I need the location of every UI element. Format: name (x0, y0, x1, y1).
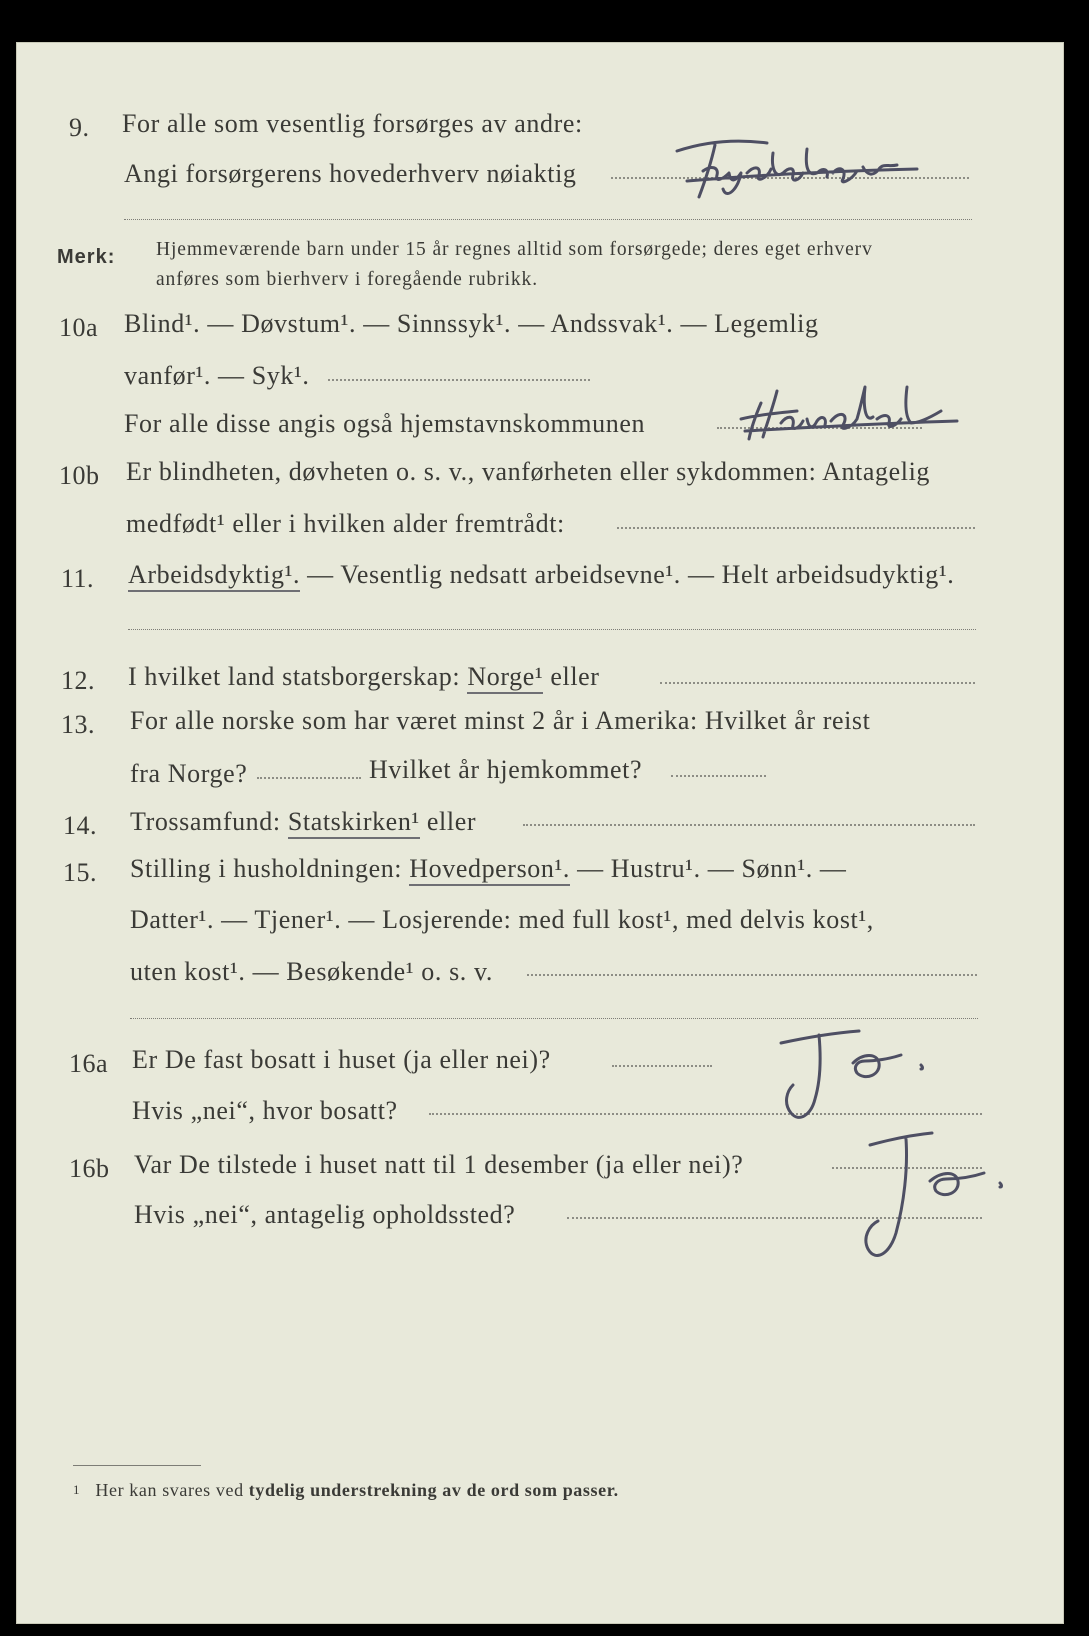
q16b-line1: Var De tilstede i huset natt til 1 desember (ja eller nei)? (134, 1150, 744, 1179)
q15-rest1: — Hustru¹. — Sønn¹. — (577, 854, 847, 883)
q10b-number: 10b (59, 461, 100, 490)
q11-option-arbeidsdyktig[interactable]: Arbeidsdyktig¹. (128, 560, 300, 592)
q14-text: Trossamfund: (130, 807, 281, 836)
q9-handwritten-answer (667, 129, 937, 209)
footnote-text-c: av de ord som passer. (442, 1480, 619, 1500)
q9-number: 9. (69, 113, 90, 142)
q10a-syk-line (328, 379, 590, 381)
q9-extra-line (124, 219, 972, 220)
q16b-number: 16b (69, 1154, 110, 1183)
q12-number: 12. (61, 666, 95, 695)
q16a-answer-line (612, 1065, 712, 1067)
q11-line (128, 560, 954, 590)
q16a-handwritten-answer (769, 1023, 939, 1133)
q15-extra-line (130, 1018, 978, 1019)
q10a-handwritten-answer (737, 373, 967, 453)
footnote-text-b: tydelig understrekning (248, 1480, 438, 1500)
q15-number: 15. (63, 858, 97, 887)
q12-line (128, 662, 600, 692)
merk-line1: Hjemmeværende barn under 15 år regnes alltid som forsørgede; deres eget erhverv (156, 239, 873, 260)
q10a-line3: For alle disse angis også hjemstavnskommunen (124, 409, 646, 438)
q11-number: 11. (61, 564, 95, 593)
q15-line3: uten kost¹. — Besøkende¹ o. s. v. (130, 957, 494, 986)
q14-answer-line (523, 824, 975, 826)
footnote-rule (73, 1465, 201, 1466)
q13-hjemkommet-line (671, 775, 766, 777)
q15-option-hovedperson[interactable]: Hovedperson¹. (409, 854, 570, 886)
q10b-line2: medfødt¹ eller i hvilken alder fremtrådt: (126, 509, 565, 538)
q13-number: 13. (61, 710, 95, 739)
q14-line (130, 807, 476, 837)
q10a-line2: vanfør¹. — Syk¹. (124, 361, 310, 390)
q9-line2: Angi forsørgerens hovederhverv nøiaktig (124, 159, 577, 188)
q16a-line2: Hvis „nei“, hvor bosatt? (132, 1096, 398, 1125)
merk-label: Merk: (57, 246, 116, 268)
q16a-line1: Er De fast bosatt i huset (ja eller nei)? (132, 1045, 551, 1074)
q13-line1: For alle norske som har været minst 2 år i Amerika: Hvilket år reist (130, 706, 871, 735)
q9-line1: For alle som vesentlig forsørges av andre: (122, 109, 583, 138)
q14-number: 14. (63, 811, 97, 840)
q10a-line1: Blind¹. — Døvstum¹. — Sinnssyk¹. — Andssvak¹. — Legemlig (124, 309, 819, 338)
q15-line1 (130, 854, 847, 884)
q14-rest: eller (426, 807, 477, 836)
footnote (73, 1480, 619, 1501)
q15-text: Stilling i husholdningen: (130, 854, 403, 883)
q12-answer-line (660, 682, 975, 684)
q16b-line2: Hvis „nei“, antagelig opholdssted? (134, 1200, 516, 1229)
q12-option-norge[interactable]: Norge¹ (467, 662, 543, 694)
q16a-number: 16a (69, 1049, 109, 1078)
q16b-handwritten-answer (852, 1123, 1012, 1273)
q15-line2: Datter¹. — Tjener¹. — Losjerende: med full kost¹, med delvis kost¹, (130, 905, 874, 934)
footnote-text-a: Her kan svares ved (95, 1480, 244, 1500)
q10a-number: 10a (59, 313, 99, 342)
q14-option-statskirken[interactable]: Statskirken¹ (288, 807, 420, 839)
q12-text: I hvilket land statsborgerskap: (128, 662, 461, 691)
q13-line2b: Hvilket år hjemkommet? (369, 755, 643, 784)
q11-rest: — Vesentlig nedsatt arbeidsevne¹. — Helt arbeidsudyktig¹. (307, 560, 955, 589)
footnote-marker: 1 (73, 1482, 81, 1497)
q11-extra-line (128, 629, 976, 630)
census-form-page (16, 42, 1064, 1624)
q10b-line1: Er blindheten, døvheten o. s. v., vanførheten eller sykdommen: Antagelig (126, 457, 930, 486)
q15-answer-line (527, 974, 977, 976)
q12-rest: eller (550, 662, 600, 691)
merk-line2: anføres som bierhverv i foregående rubrikk. (156, 269, 538, 290)
q13-reist-line (257, 777, 361, 779)
q10b-answer-line (617, 527, 975, 529)
q13-line2a: fra Norge? (130, 759, 248, 788)
